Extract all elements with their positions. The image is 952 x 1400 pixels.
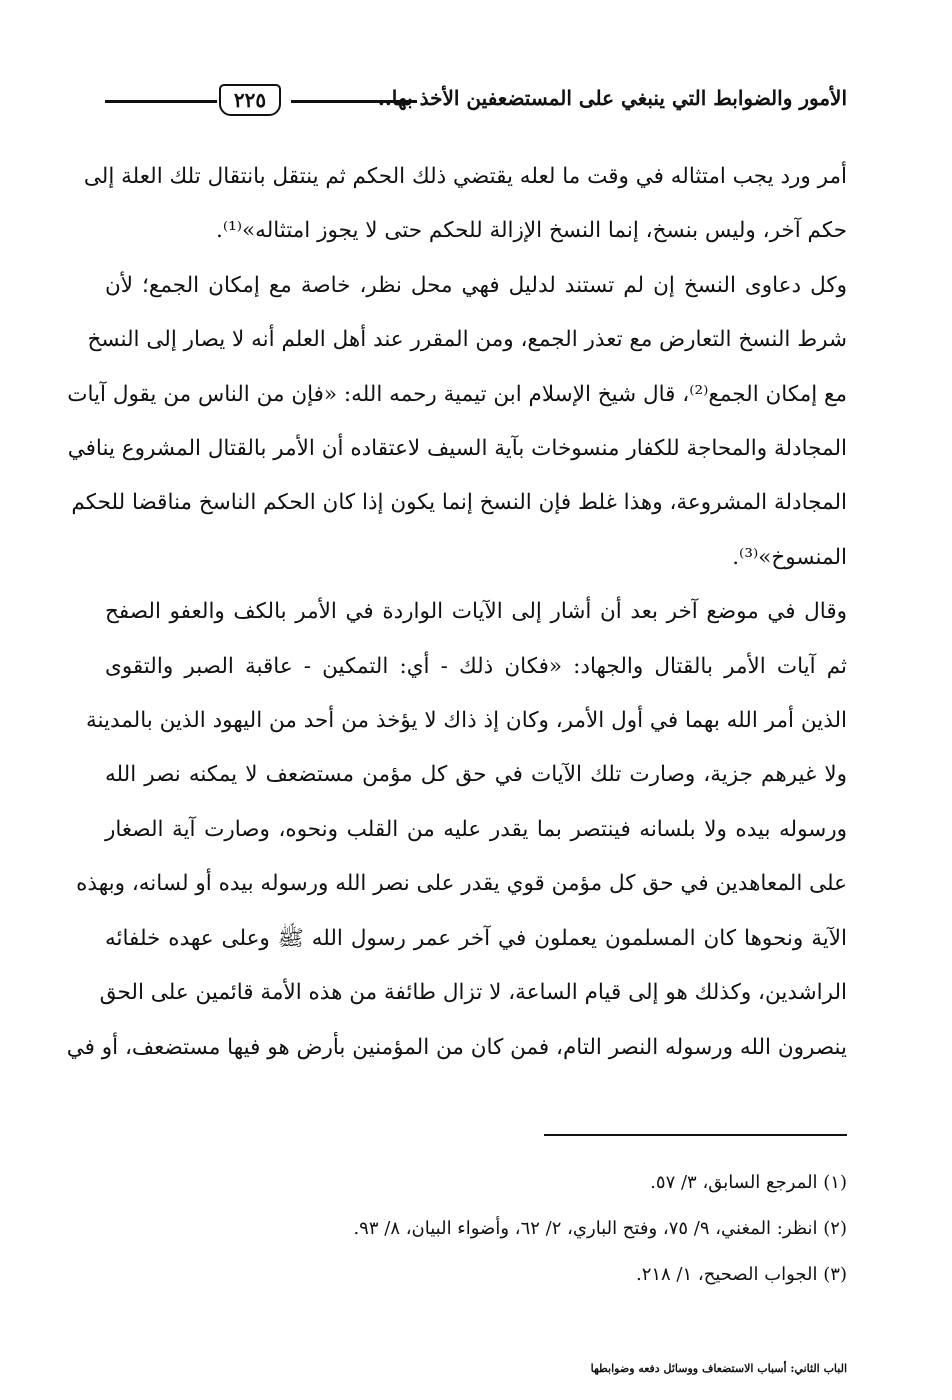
running-footer bbox=[105, 1362, 847, 1375]
header-rule-middle bbox=[291, 100, 417, 103]
text-line: الراشدين، وكذلك هو إلى قيام الساعة، لا تزال طائفة من هذه الأمة قائمين على الحق bbox=[99, 980, 847, 1006]
paragraph-1 bbox=[83, 150, 847, 259]
text-line: وكل دعاوى النسخ إن لم تستند لدليل فهي محل نظر، خاصة مع إمكان الجمع؛ لأن bbox=[105, 272, 847, 298]
text-line: المجادلة المشروعة، وهذا غلط فإن النسخ إنما يكون إذا كان الحكم الناسخ مناقضا للحكم bbox=[71, 490, 847, 516]
text-line: ينصرون الله ورسوله النصر التام، فمن كان من المؤمنين بأرض هو فيها مستضعف، أو في bbox=[66, 1034, 847, 1060]
chapter-running-title: الأمور والضوابط التي ينبغي على المستضعفين الأخذ بها.. bbox=[377, 86, 847, 110]
text-line: مع إمكان الجمع⁽²⁾، قال شيخ الإسلام ابن تيمية رحمه الله: «فإن من الناس من يقول آيات bbox=[67, 381, 847, 407]
footer-chapter-title: الباب الثاني: أسباب الاستضعاف ووسائل دفعه وضوابطها bbox=[590, 1362, 847, 1375]
header-rule-left bbox=[105, 100, 217, 103]
paragraph-3 bbox=[66, 585, 847, 1075]
text-line: حكم آخر، وليس بنسخ، إنما النسخ الإزالة للحكم حتى لا يجوز امتثاله»⁽¹⁾. bbox=[215, 218, 847, 244]
text-line: وقال في موضع آخر بعد أن أشار إلى الآيات الواردة في الأمر بالكف والعفو الصفح bbox=[105, 599, 847, 625]
footnote-2: (٢) انظر: المغني، ٩/ ٧٥، وفتح الباري، ٢/ ٦٢، وأضواء البيان، ٨/ ٩٣. bbox=[353, 1218, 847, 1239]
paragraph-2 bbox=[67, 259, 847, 585]
text-line: شرط النسخ التعارض مع تعذر الجمع، ومن المقرر عند أهل العلم أنه لا يصار إلى النسخ bbox=[87, 327, 847, 353]
text-line: المجادلة والمحاجة للكفار منسوخات بآية السيف لاعتقاده أن الأمر بالقتال المشروع ينافي bbox=[67, 436, 847, 462]
footnote-3: (٣) الجواب الصحيح، ١/ ٢١٨. bbox=[635, 1264, 847, 1285]
text-line: الذين أمر الله بهما في أول الأمر، وكان إذ ذاك لا يؤخذ من أحد من اليهود الذين بالمدينة bbox=[85, 708, 847, 734]
footnotes bbox=[105, 1160, 847, 1298]
footnote-separator bbox=[544, 1134, 847, 1136]
page-number: ٢٢٥ bbox=[233, 88, 267, 112]
text-line: على المعاهدين في حق كل مؤمن قوي يقدر على نصر الله ورسوله بيده أو لسانه، وبهذه bbox=[76, 871, 847, 897]
text-line: ثم آيات الأمر بالقتال والجهاد: «فكان ذلك - أي: التمكين - عاقبة الصبر والتقوى bbox=[105, 653, 847, 679]
text-line: ولا غيرهم جزية، وصارت تلك الآيات في حق كل مؤمن مستضعف لا يمكنه نصر الله bbox=[105, 762, 847, 788]
footnote-1: (١) المرجع السابق، ٣/ ٥٧. bbox=[650, 1172, 847, 1193]
running-header bbox=[105, 80, 847, 124]
page-number-box bbox=[219, 84, 281, 116]
text-line: أمر ورد يجب امتثاله في وقت ما لعله يقتضي ذلك الحكم ثم ينتقل بانتقال تلك العلة إلى bbox=[83, 164, 847, 189]
body-text bbox=[66, 150, 847, 1075]
text-line: ورسوله بيده ولا بلسانه فينتصر بما يقدر عليه من القلب ونحوه، وصارت آية الصغار bbox=[105, 816, 847, 842]
text-line: الآية ونحوها كان المسلمون يعملون في آخر عمر رسول الله ﷺ وعلى عهده خلفائه bbox=[105, 925, 847, 951]
text-line: المنسوخ»⁽³⁾. bbox=[732, 544, 847, 570]
